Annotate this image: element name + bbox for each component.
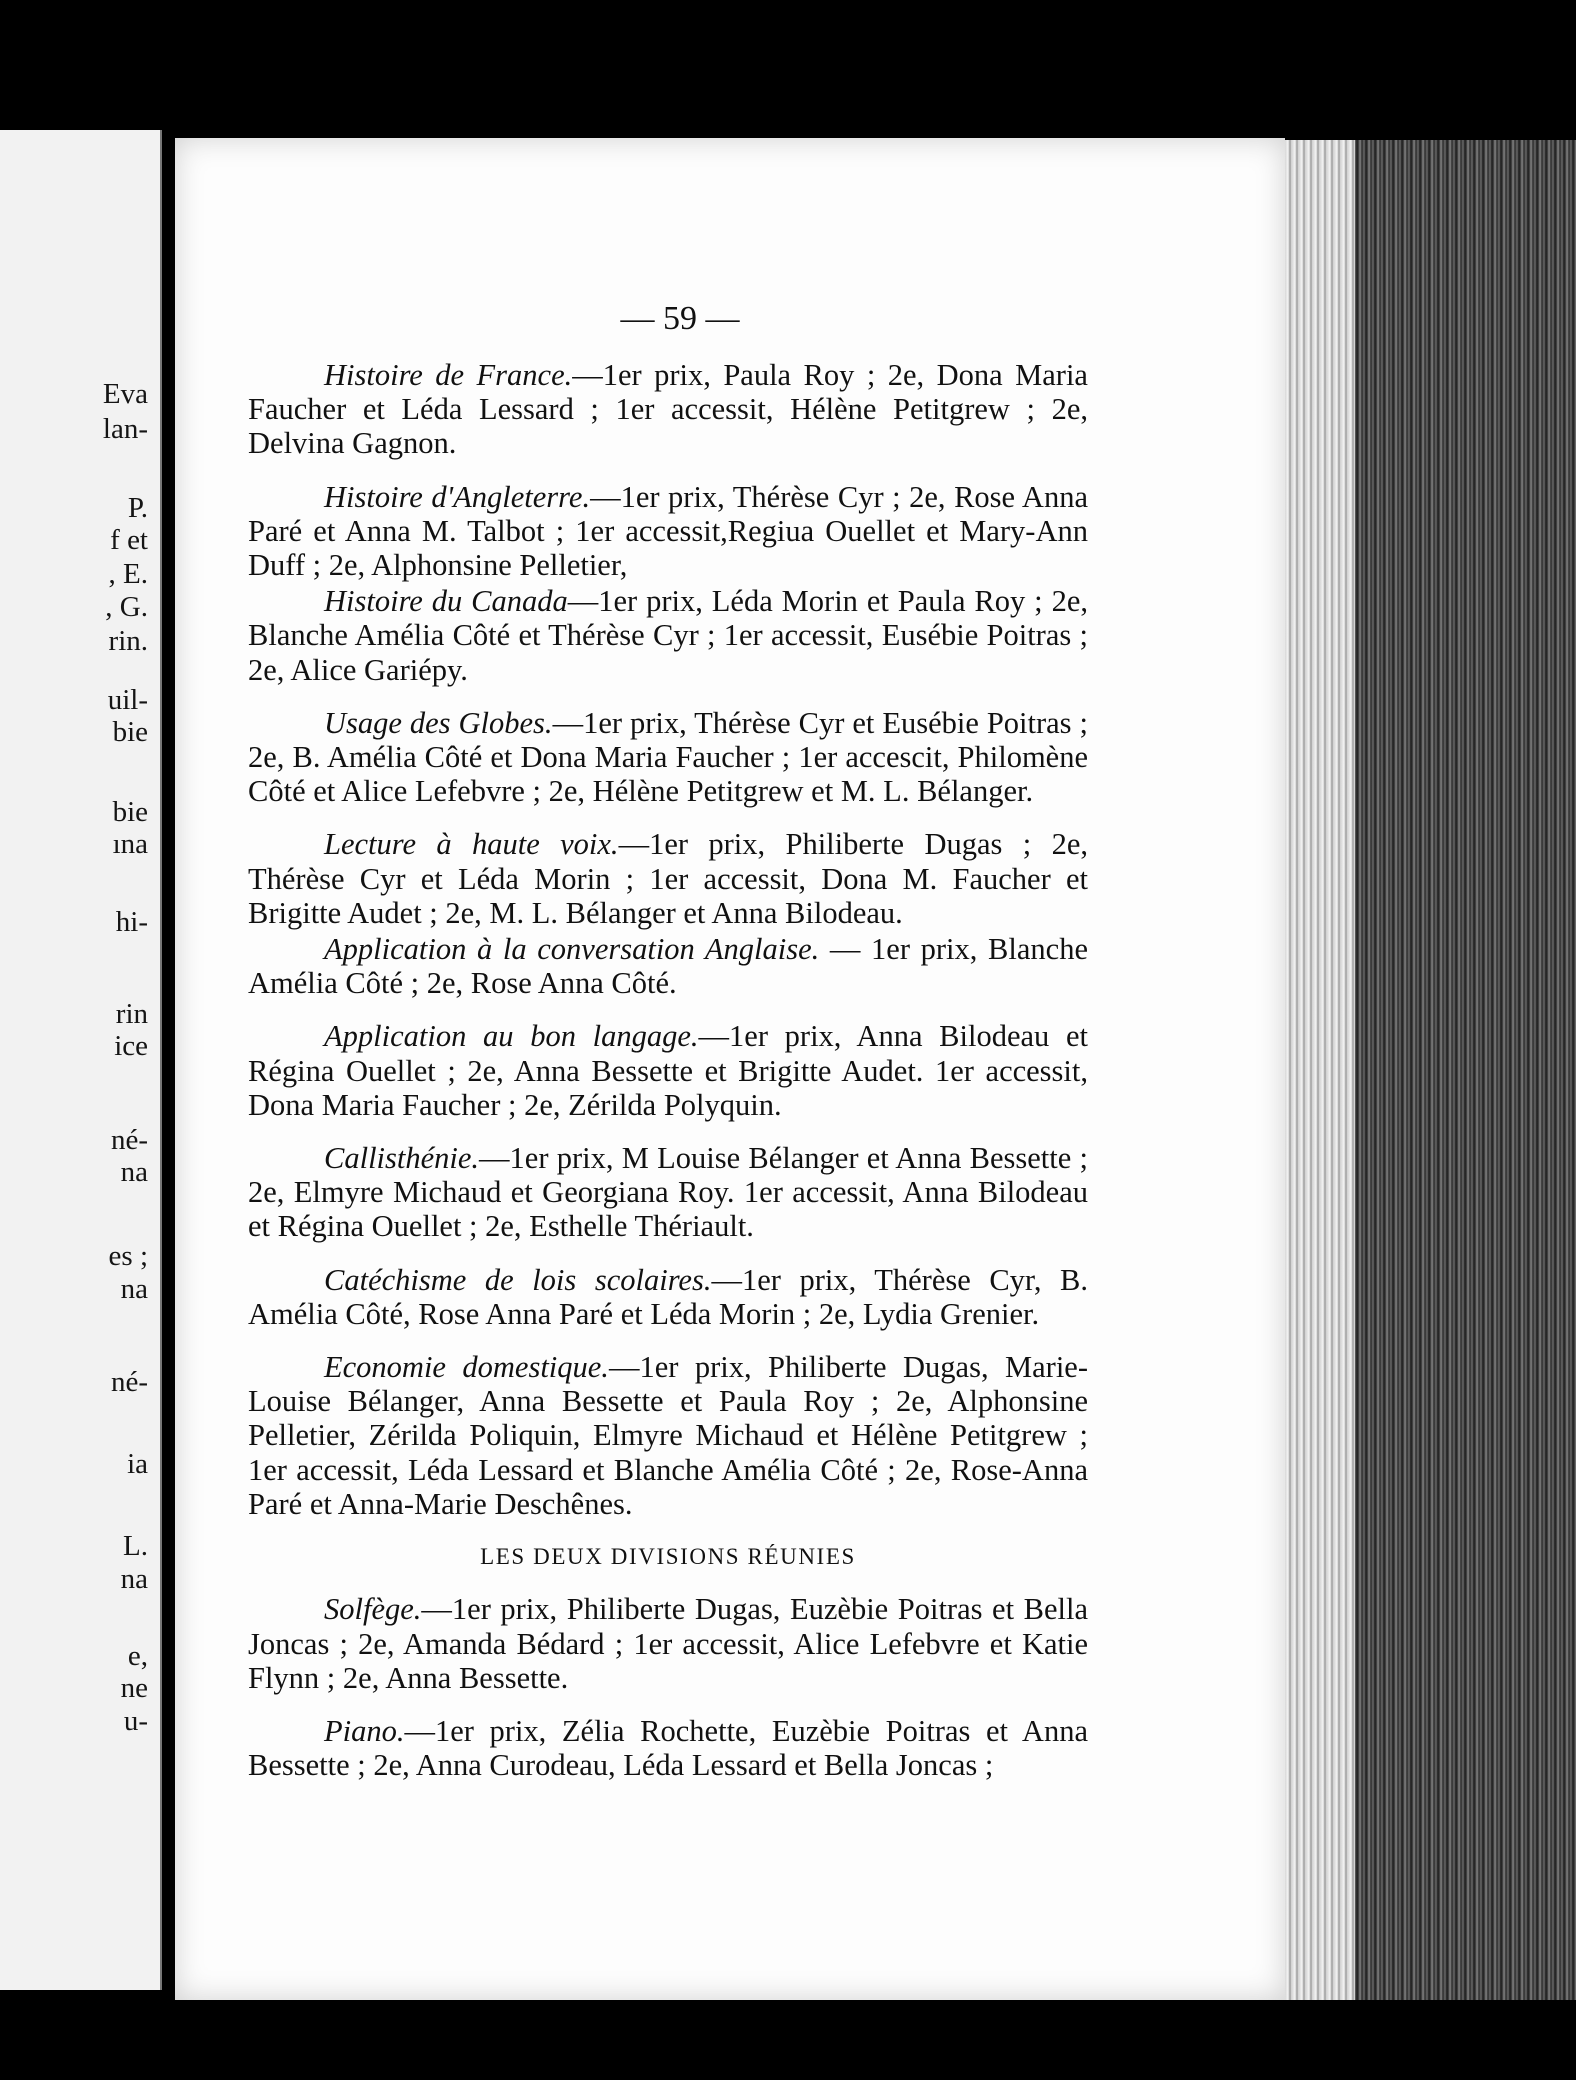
- entry-title: Histoire de France.: [324, 358, 573, 392]
- page-number: — 59 —: [620, 300, 740, 337]
- prize-entry: [248, 706, 1088, 809]
- left-page-text: ına: [112, 828, 148, 860]
- prize-entry: [248, 1141, 1088, 1244]
- prize-entry: [248, 1592, 1088, 1695]
- entry-text: —1er prix, Thérèse Cyr, B. Amélia Côté, Rose Anna Paré et Léda Morin ; 2e, Lydia Grenier.: [248, 1262, 1088, 1331]
- prize-entry: [248, 1350, 1088, 1521]
- entry-text: —1er prix, Léda Morin et Paula Roy ; 2e, Blanche Amélia Côté et Thérèse Cyr ; 1er accessit, Eusébie Poitras ; 2e, Alice Gariépy.: [248, 584, 1088, 687]
- prize-entry: [248, 1714, 1088, 1782]
- left-page-text: lan-: [102, 413, 148, 445]
- left-page-text: P.: [127, 492, 148, 524]
- entry-text: —1er prix, Philiberte Dugas, Marie-Louise Bélanger, Anna Bessette et Paula Roy ; 2e, Alphonsine Pelletier, Zérilda Poliquin, Elmyre Michaud et Hélène Petitgrew ; 1er accessit, Léda Lessard et Blanche Amélia Côté ; 2e, Rose-Anna Paré et Anna-Marie Deschênes.: [248, 1350, 1088, 1521]
- section-heading: LES DEUX DIVISIONS RÉUNIES: [480, 1544, 856, 1570]
- entry-title: Histoire du Canada: [324, 584, 568, 619]
- left-page-text: u-: [123, 1705, 148, 1737]
- left-page-text: , E.: [108, 558, 148, 590]
- left-page-text: bie: [112, 796, 148, 828]
- left-page-text: né-: [110, 1366, 148, 1398]
- page-content: [248, 358, 1088, 1801]
- left-page-text: , G.: [105, 591, 148, 623]
- prize-entry: [248, 584, 1088, 687]
- left-page-text: uil-: [107, 684, 148, 716]
- left-page-text: né-: [110, 1124, 148, 1156]
- entry-text: — 1er prix, Blanche Amélia Côté ; 2e, Rose Anna Côté.: [248, 932, 1088, 1001]
- left-page-text: L.: [123, 1530, 148, 1562]
- left-page-text: na: [120, 1156, 148, 1188]
- entry-title: Callisthénie.: [324, 1141, 480, 1176]
- entry-title: Usage des Globes.: [324, 705, 553, 740]
- entry-title: Catéchisme de lois scolaires.: [324, 1262, 712, 1297]
- page-edges-light: [1285, 140, 1355, 2000]
- entry-text: —1er prix, M Louise Bélanger et Anna Bessette ; 2e, Elmyre Michaud et Georgiana Roy. 1er accessit, Anna Bilodeau et Régina Ouellet ; 2e, Esthelle Thériault.: [248, 1141, 1088, 1244]
- entry-text: —1er prix, Anna Bilodeau et Régina Ouellet ; 2e, Anna Bessette et Brigitte Audet. 1er accessit, Dona Maria Faucher ; 2e, Zérilda Polyquin.: [248, 1019, 1088, 1122]
- entry-title: Economie domestique.: [324, 1350, 609, 1385]
- left-page-text: e,: [127, 1640, 148, 1672]
- prize-entry: [248, 480, 1088, 583]
- entry-text: —1er prix, Thérèse Cyr et Eusébie Poitras ; 2e, B. Amélia Côté et Dona Maria Faucher ; 1er accescit, Philomène Côté et Alice Lefebvre ; 2e, Hélène Petitgrew et M. L. Bélanger.: [248, 705, 1088, 809]
- entry-title: Lecture à haute voix.: [324, 827, 619, 862]
- prize-entry: [248, 358, 1088, 461]
- entry-title: Solfège.: [324, 1592, 422, 1627]
- entry-title: Application au bon langage.: [324, 1019, 699, 1054]
- left-page-text: rin.: [108, 625, 148, 657]
- prize-entry: [248, 1263, 1088, 1331]
- prize-entry: [248, 827, 1088, 930]
- entry-title: Histoire d'Angleterre.: [324, 479, 591, 514]
- entry-text: —1er prix, Paula Roy ; 2e, Dona Maria Faucher et Léda Lessard ; 1er accessit, Hélène Petitgrew ; 2e, Delvina Gagnon.: [248, 358, 1088, 461]
- entry-text: —1er prix, Thérèse Cyr ; 2e, Rose Anna Paré et Anna M. Talbot ; 1er accessit,Regiua Ouellet et Mary-Ann Duff ; 2e, Alphonsine Pelletier,: [248, 479, 1088, 583]
- left-page-text: es ;: [108, 1240, 148, 1272]
- left-page-text: bie: [112, 716, 148, 748]
- entry-text: —1er prix, Philiberte Dugas ; 2e, Thérèse Cyr et Léda Morin ; 1er accessit, Dona M. Faucher et Brigitte Audet ; 2e, M. L. Bélanger et Anna Bilodeau.: [248, 827, 1088, 930]
- entry-text: —1er prix, Philiberte Dugas, Euzèbie Poitras et Bella Joncas ; 2e, Amanda Bédard ; 1er accessit, Alice Lefebvre et Katie Flynn ; 2e, Anna Bessette.: [248, 1592, 1088, 1695]
- entry-title: Piano.: [324, 1713, 405, 1748]
- entry-title: Application à la conversation Anglaise.: [324, 932, 820, 967]
- left-page-text: na: [120, 1273, 148, 1305]
- left-page-text: hi-: [115, 906, 148, 938]
- left-page-text: ice: [114, 1030, 148, 1062]
- left-page-text: na: [120, 1563, 148, 1595]
- left-page-text: Eva: [102, 378, 148, 410]
- prize-entry: [248, 1019, 1088, 1122]
- left-page-fragment: [0, 130, 162, 1990]
- left-page-text: ia: [127, 1448, 148, 1480]
- prize-entry: [248, 932, 1088, 1000]
- left-page-text: rin: [115, 998, 148, 1030]
- left-page-text: f et: [110, 524, 148, 556]
- entry-text: —1er prix, Zélia Rochette, Euzèbie Poitras et Anna Bessette ; 2e, Anna Curodeau, Léda Lessard et Bella Joncas ;: [248, 1713, 1088, 1783]
- left-page-text: ne: [120, 1672, 148, 1704]
